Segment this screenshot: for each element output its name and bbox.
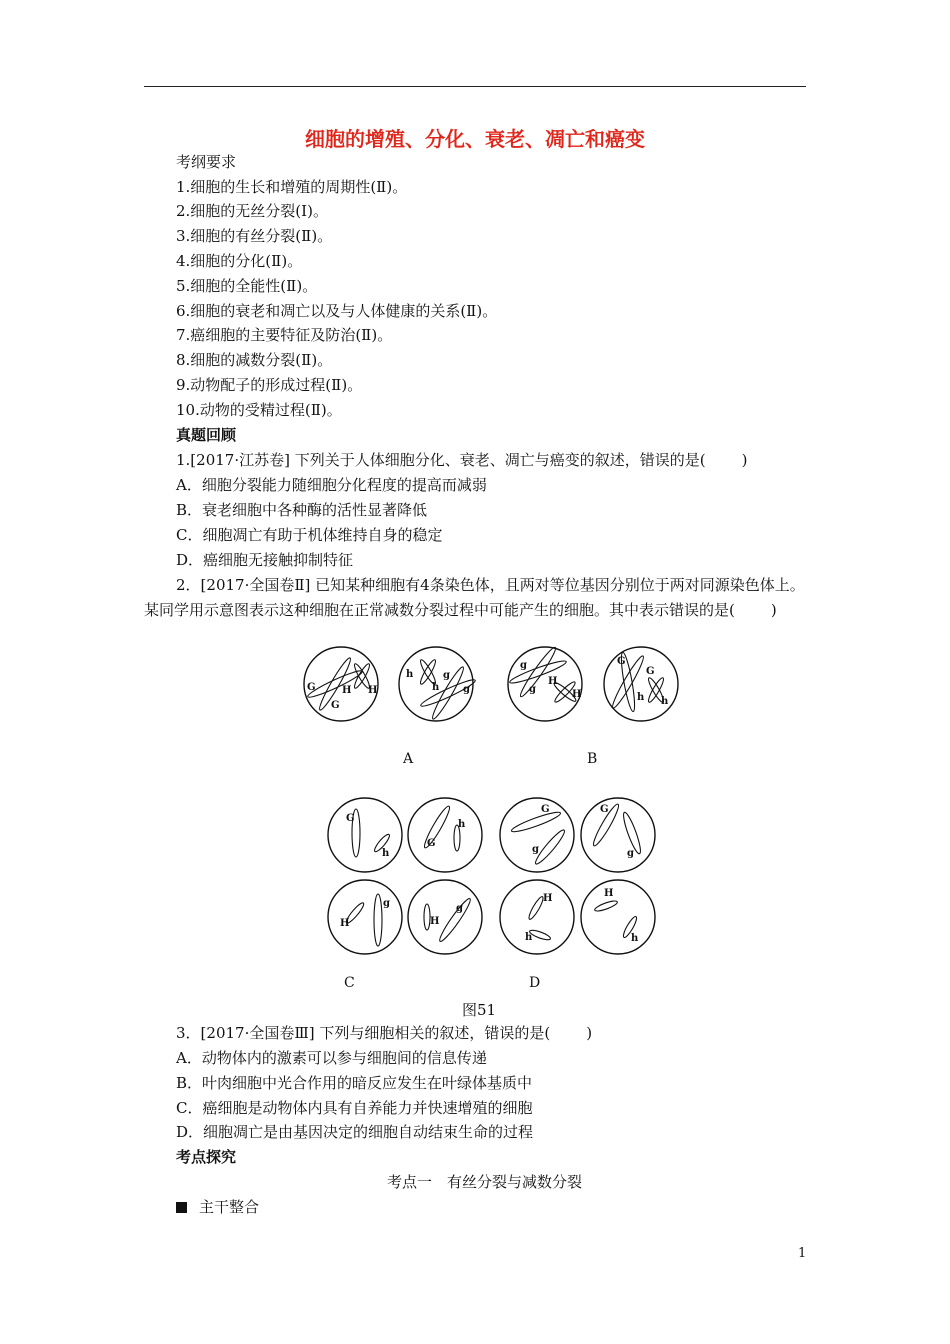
question-3-option-c: C．癌细胞是动物体内具有自养能力并快速增殖的细胞 — [176, 1099, 533, 1117]
gene-label: g — [443, 670, 450, 681]
outline-item: 9.动物配子的形成过程(Ⅱ)。 — [176, 376, 363, 394]
figure-caption: 图51 — [462, 1001, 497, 1019]
gene-label: G — [346, 813, 355, 824]
gene-label: G — [541, 804, 550, 815]
explore-heading: 考点探究 — [176, 1148, 237, 1166]
gene-label: H — [340, 918, 350, 929]
section-heading-text: 主干整合 — [199, 1198, 260, 1216]
cell-c3 — [328, 880, 402, 954]
document-title: 细胞的增殖、分化、衰老、凋亡和癌变 — [305, 127, 645, 151]
question-3-option-b: B．叶肉细胞中光合作用的暗反应发生在叶绿体基质中 — [176, 1074, 533, 1092]
outline-item: 3.细胞的有丝分裂(Ⅱ)。 — [176, 227, 333, 245]
gene-label: G — [427, 838, 436, 849]
gene-label: H — [604, 888, 614, 899]
cell-b2 — [604, 647, 678, 721]
cell-d4 — [581, 880, 655, 954]
question-1-option-a: A．细胞分裂能力随细胞分化程度的提高而减弱 — [176, 476, 487, 494]
question-1-option-c: C．细胞凋亡有助于机体维持自身的稳定 — [176, 526, 443, 544]
gene-label: h — [406, 669, 414, 680]
gene-label: h — [382, 848, 390, 859]
gene-label: h — [432, 682, 440, 693]
gene-label: h — [458, 819, 466, 830]
outline-item: 5.细胞的全能性(Ⅱ)。 — [176, 277, 318, 295]
gene-label: G — [600, 804, 609, 815]
outline-item: 6.细胞的衰老和凋亡以及与人体健康的关系(Ⅱ)。 — [176, 302, 498, 320]
option-label-a: A — [403, 751, 414, 767]
page-number: 1 — [798, 1246, 807, 1261]
gene-label: G — [646, 666, 655, 677]
square-bullet-icon — [176, 1202, 187, 1213]
gene-label: h — [661, 696, 669, 707]
cell-c4 — [408, 880, 482, 954]
gene-label: H — [543, 893, 553, 904]
question-2-close: ) — [770, 601, 777, 619]
outline-item: 7.癌细胞的主要特征及防治(Ⅱ)。 — [176, 326, 393, 344]
gene-label: H — [572, 689, 582, 700]
outline-item: 8.细胞的减数分裂(Ⅱ)。 — [176, 351, 333, 369]
gene-label: h — [637, 692, 645, 703]
gene-label: G — [307, 682, 316, 693]
gene-label: h — [631, 933, 639, 944]
outline-heading: 考纲要求 — [176, 153, 237, 171]
cell-c1 — [328, 798, 402, 872]
gene-label: g — [456, 903, 463, 914]
question-3-text: 3．[2017·全国卷Ⅲ] 下列与细胞相关的叙述，错误的是( — [176, 1024, 551, 1042]
outline-item: 10.动物的受精过程(Ⅱ)。 — [176, 401, 342, 419]
gene-label: g — [532, 844, 539, 855]
gene-label: G — [331, 700, 340, 711]
question-3-close: ) — [586, 1024, 593, 1042]
explore-subheading: 考点一 有丝分裂与减数分裂 — [387, 1173, 583, 1191]
gene-label: g — [520, 660, 527, 671]
gene-label: g — [383, 898, 390, 909]
outline-item: 2.细胞的无丝分裂(Ⅰ)。 — [176, 202, 328, 220]
gene-label: H — [368, 685, 378, 696]
gene-label: H — [548, 676, 558, 687]
gene-label: g — [529, 684, 536, 695]
question-3-option-a: A．动物体内的激素可以参与细胞间的信息传递 — [176, 1049, 487, 1067]
section-heading — [176, 1196, 259, 1218]
review-heading: 真题回顾 — [176, 426, 237, 444]
gene-label: g — [463, 684, 470, 695]
question-1-close: ) — [741, 451, 748, 469]
question-2-text: 2．[2017·全国卷Ⅱ] 已知某种细胞有4条染色体，且两对等位基因分别位于两对同源染色体上。某同学用示意图表示这种细胞在正常减数分裂过程中可能产生的细胞。其中表示错误的是( — [144, 576, 805, 619]
cell-d3 — [500, 880, 574, 954]
gene-label: H — [430, 916, 440, 927]
question-1-option-b: B．衰老细胞中各种酶的活性显著降低 — [176, 501, 428, 519]
gene-label: h — [525, 932, 533, 943]
outline-item: 4.细胞的分化(Ⅱ)。 — [176, 252, 303, 270]
gene-label: G — [617, 656, 626, 667]
option-label-b: B — [587, 751, 598, 767]
question-3-option-d: D．细胞凋亡是由基因决定的细胞自动结束生命的过程 — [176, 1123, 534, 1141]
outline-item: 1.细胞的生长和增殖的周期性(Ⅱ)。 — [176, 178, 408, 196]
option-label-c: C — [344, 975, 355, 991]
gene-label: H — [342, 685, 352, 696]
question-3-stem — [176, 1022, 592, 1044]
cell-b1 — [508, 647, 582, 721]
option-label-d: D — [529, 975, 541, 991]
gene-label: g — [627, 848, 634, 859]
question-1-text: 1.[2017·江苏卷] 下列关于人体细胞分化、衰老、凋亡与癌变的叙述，错误的是( — [176, 451, 706, 469]
question-1-option-d: D．癌细胞无接触抑制特征 — [176, 551, 354, 569]
